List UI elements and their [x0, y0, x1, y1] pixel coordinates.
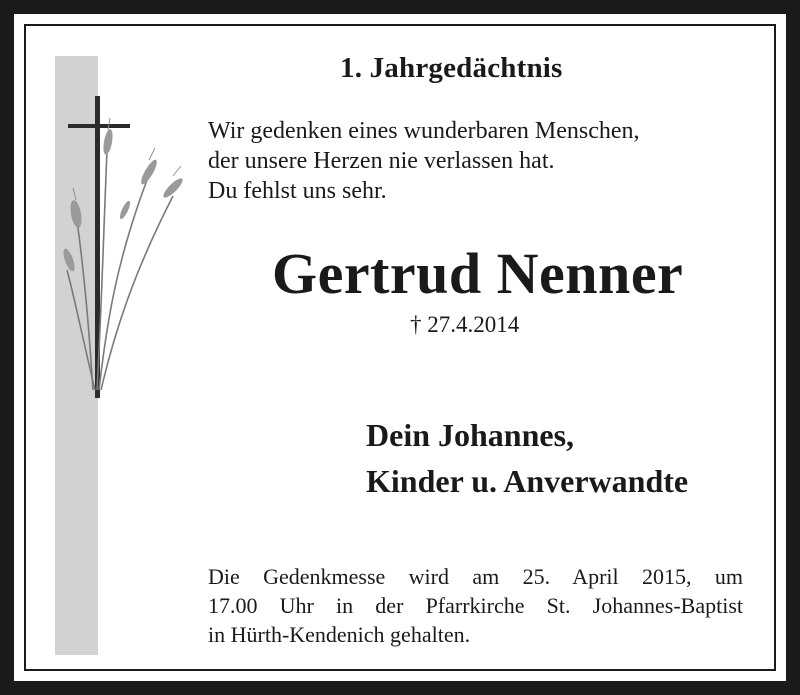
- verse-line: Du fehlst uns sehr.: [208, 178, 387, 204]
- signature-line: Dein Johannes,: [366, 417, 575, 453]
- notice-line: Die Gedenkmesse wird am 25. April 2015, um: [208, 564, 743, 589]
- notice-line: in Hürth-Kendenich gehalten.: [208, 622, 471, 647]
- verse-line: der unsere Herzen nie verlassen hat.: [208, 148, 555, 174]
- memorial-verse: [208, 116, 640, 206]
- cross-with-wheat-icon: [55, 90, 185, 410]
- mass-notice: [208, 562, 743, 649]
- signature-line: Kinder u. Anverwandte: [366, 463, 689, 499]
- death-date: † 27.4.2014: [410, 312, 520, 337]
- anniversary-heading: 1. Jahrgedächtnis: [340, 52, 563, 84]
- mourners-signature: [366, 412, 688, 504]
- notice-line: 17.00 Uhr in der Pfarrkirche St. Johannes-Baptist: [208, 593, 743, 618]
- deceased-name: Gertrud Nenner: [272, 241, 684, 306]
- verse-line: Wir gedenken eines wunderbaren Menschen,: [208, 118, 640, 144]
